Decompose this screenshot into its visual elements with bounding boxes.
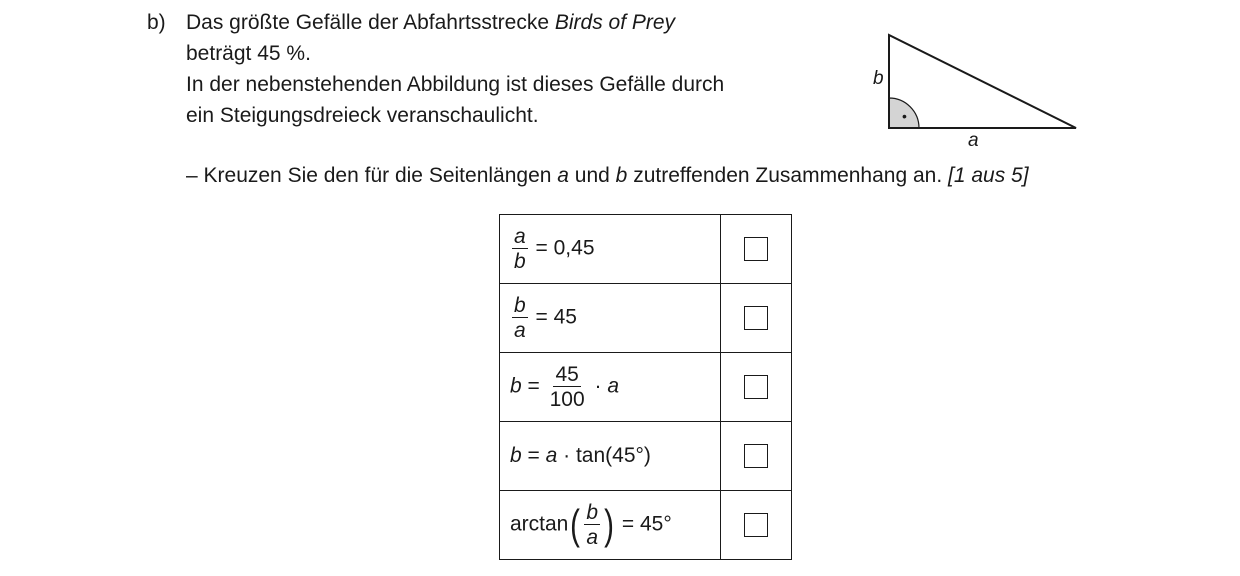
option-5-checkbox-cell bbox=[721, 491, 792, 560]
option-4-var-a: a bbox=[545, 444, 558, 467]
option-3-dot: · bbox=[588, 374, 608, 398]
fraction-numerator: 45 bbox=[555, 363, 579, 386]
triangle-outline bbox=[889, 35, 1076, 128]
answer-row-2 bbox=[500, 284, 792, 353]
answer-row-5 bbox=[500, 491, 792, 560]
fraction-denominator: a bbox=[514, 319, 526, 342]
option-5-function: arctan bbox=[510, 512, 569, 536]
option-5-formula bbox=[500, 491, 721, 560]
option-4-equals: = bbox=[521, 444, 546, 467]
slope-triangle-figure bbox=[860, 26, 1090, 156]
fraction bbox=[584, 502, 600, 548]
option-1-checkbox[interactable] bbox=[744, 237, 768, 261]
task-text bbox=[186, 7, 826, 131]
fraction-numerator: b bbox=[586, 501, 599, 524]
task-line-1-text: Das größte Gefälle der Abfahrtsstrecke bbox=[186, 11, 555, 34]
option-5-checkbox[interactable] bbox=[744, 513, 768, 537]
task-line-4: ein Steigungsdreieck veranschaulicht. bbox=[186, 104, 539, 127]
fraction bbox=[512, 295, 528, 341]
task-line-3: In der nebenstehenden Abbildung ist dieses Gefälle durch bbox=[186, 73, 725, 96]
option-3-checkbox-cell bbox=[721, 353, 792, 422]
answer-table bbox=[499, 214, 792, 560]
fraction-numerator: b bbox=[514, 294, 526, 317]
instruction bbox=[186, 162, 1029, 190]
fraction bbox=[548, 364, 587, 410]
instruction-text-1: – Kreuzen Sie den für die Seitenlängen bbox=[186, 164, 558, 187]
instruction-var-a: a bbox=[557, 164, 569, 187]
option-4-formula bbox=[500, 422, 721, 491]
instruction-hint: [1 aus 5] bbox=[948, 164, 1029, 187]
instruction-text-3: zutreffenden Zusammenhang an. bbox=[627, 164, 949, 187]
option-1-rest: = 0,45 bbox=[529, 236, 595, 260]
option-1-checkbox-cell bbox=[721, 215, 792, 284]
fraction-denominator: a bbox=[586, 526, 599, 549]
option-5-rest: = 45° bbox=[616, 512, 672, 536]
answer-row-3 bbox=[500, 353, 792, 422]
fraction-denominator: 100 bbox=[549, 388, 585, 411]
fraction bbox=[512, 226, 528, 272]
slope-name: Birds of Prey bbox=[554, 11, 676, 34]
left-paren: ( bbox=[570, 501, 581, 548]
task-line-2: beträgt 45 %. bbox=[186, 42, 311, 65]
option-3-equals: = bbox=[521, 374, 546, 398]
side-b-label: b bbox=[873, 68, 884, 89]
option-4-checkbox-cell bbox=[721, 422, 792, 491]
option-2-rest: = 45 bbox=[529, 305, 577, 329]
answer-row-4 bbox=[500, 422, 792, 491]
option-2-checkbox-cell bbox=[721, 284, 792, 353]
task-label: b) bbox=[147, 11, 166, 34]
instruction-text-2: und bbox=[568, 164, 616, 187]
option-2-formula bbox=[500, 284, 721, 353]
option-1-formula bbox=[500, 215, 721, 284]
option-3-checkbox[interactable] bbox=[744, 375, 768, 399]
fraction-denominator: b bbox=[514, 250, 526, 273]
option-2-checkbox[interactable] bbox=[744, 306, 768, 330]
option-4-rest: · tan(45°) bbox=[557, 444, 651, 467]
right-angle-dot: • bbox=[902, 108, 907, 124]
option-4-var-b: b bbox=[510, 444, 522, 467]
fraction-numerator: a bbox=[514, 225, 526, 248]
answer-row-1 bbox=[500, 215, 792, 284]
option-3-var-b: b bbox=[510, 374, 522, 398]
side-a-label: a bbox=[968, 130, 979, 151]
option-3-var-a: a bbox=[607, 374, 620, 398]
instruction-var-b: b bbox=[615, 164, 628, 187]
option-4-checkbox[interactable] bbox=[744, 444, 768, 468]
right-paren: ) bbox=[604, 501, 614, 548]
option-3-formula bbox=[500, 353, 721, 422]
task-line-1 bbox=[186, 7, 826, 38]
